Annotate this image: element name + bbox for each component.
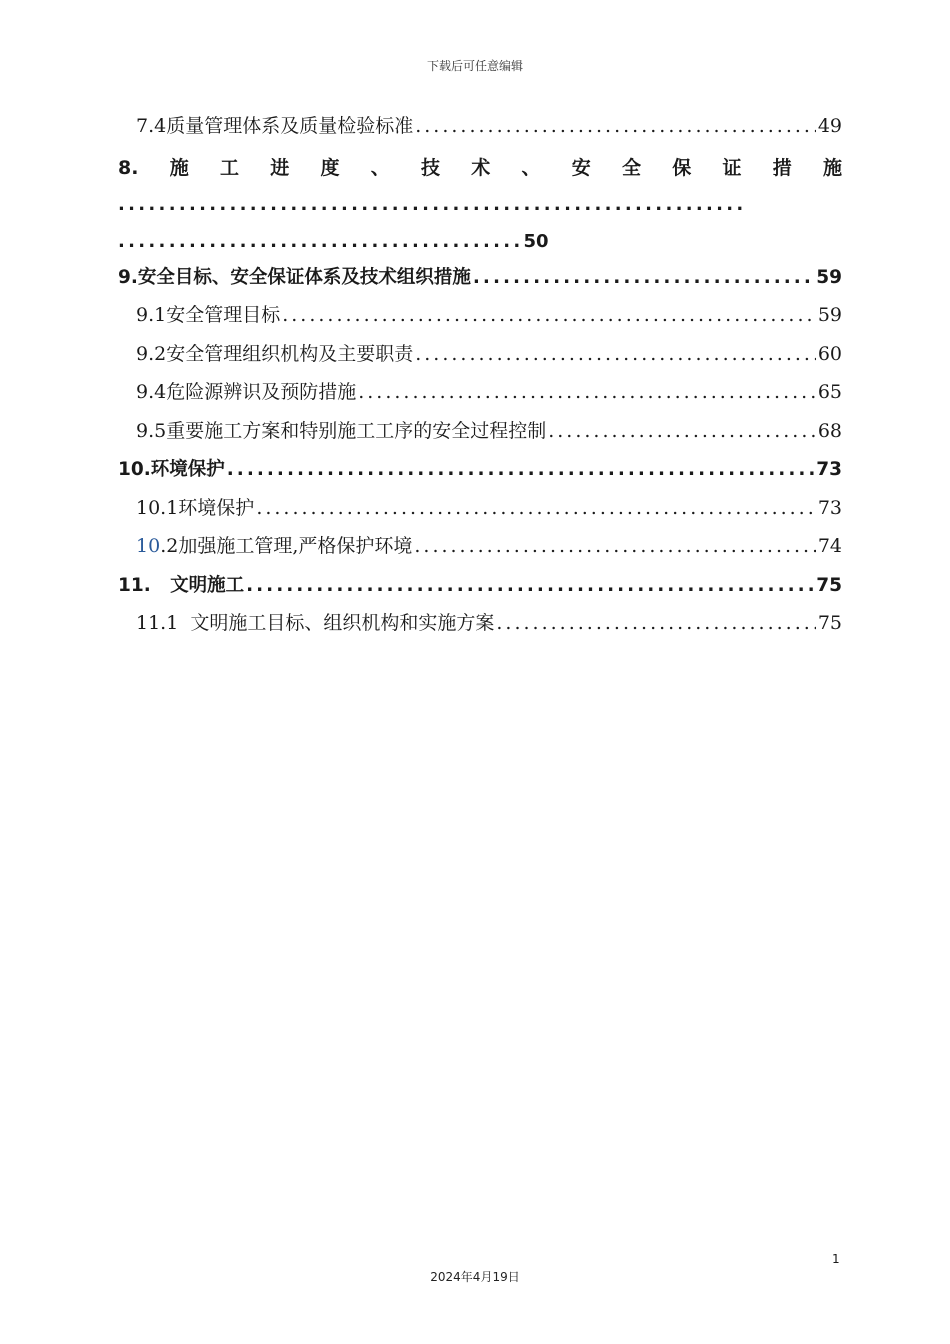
toc-char: 、: [370, 156, 390, 179]
toc-entry-10-1[interactable]: [118, 493, 842, 532]
toc-entry-label: 7.4质量管理体系及质量检验标准: [136, 115, 414, 137]
dot-leader: [227, 454, 814, 485]
page-footer-date: 2024年4月19日: [430, 1270, 520, 1284]
toc-entry-label: 10.1环境保护: [136, 496, 255, 519]
dot-leader: [414, 531, 815, 562]
dot-leader: [246, 570, 814, 601]
toc-entry-11[interactable]: [118, 570, 842, 609]
toc-char: 安: [571, 156, 591, 179]
toc-entry-label: 11. 文明施工: [118, 574, 245, 596]
toc-char: 措: [772, 156, 792, 179]
toc-entry-label: 9.1安全管理目标: [136, 304, 281, 326]
toc-entry-9[interactable]: [118, 262, 842, 301]
toc-entry-label: 9.2安全管理组织机构及主要职责: [136, 342, 414, 365]
toc-char: 全: [621, 156, 641, 179]
toc-entry-10-2[interactable]: [118, 531, 842, 570]
toc-entry-page: 59: [817, 304, 842, 326]
toc-entry-number: 10: [136, 535, 161, 557]
toc-entry-11-1[interactable]: [118, 608, 842, 647]
toc-char: 8.: [118, 156, 139, 179]
toc-entry-label: 9.4危险源辨识及预防措施: [136, 381, 357, 403]
toc-entry-page: 68: [817, 419, 842, 442]
toc-char: 术: [471, 156, 491, 179]
dot-leader: [473, 262, 814, 293]
toc-entry-page: 73: [817, 496, 842, 519]
toc-entry-page: 60: [817, 342, 842, 365]
toc-entry-8-page-line: ........................................50: [118, 230, 549, 252]
toc-entry-page: 75: [816, 574, 842, 596]
dot-leader: [282, 300, 816, 331]
dot-leader: [415, 111, 816, 142]
toc-entry-page: 75: [817, 612, 842, 634]
toc-entry-7-4[interactable]: [118, 111, 842, 150]
toc-entry-9-5[interactable]: [118, 416, 842, 455]
dot-leader: [496, 608, 815, 639]
toc-char: 施: [822, 156, 842, 179]
toc-entry-8-title[interactable]: [118, 150, 842, 186]
toc-char: 度: [320, 156, 340, 179]
dot-leader: [256, 493, 816, 524]
toc-char: 进: [270, 156, 290, 179]
toc-entry-page: 59: [816, 266, 842, 288]
toc-entry-label: [136, 531, 412, 562]
toc-entry-10[interactable]: [118, 454, 842, 493]
toc-entry-label: 9.安全目标、安全保证体系及技术组织措施: [118, 266, 471, 288]
table-of-contents: [118, 111, 842, 647]
toc-char: 技: [420, 156, 440, 179]
dot-leader: [548, 416, 816, 447]
toc-char: 保: [672, 156, 692, 179]
toc-entry-9-2[interactable]: [118, 339, 842, 378]
toc-char: 工: [219, 156, 239, 179]
toc-entry-text: .2加强施工管理,严格保护环境: [160, 535, 413, 557]
toc-char: 证: [722, 156, 742, 179]
toc-entry-page: 74: [817, 535, 842, 557]
dot-leader: ..............................................................: [118, 193, 747, 215]
page-number: 1: [832, 1252, 840, 1266]
page-header: 下载后可任意编辑: [426, 59, 523, 73]
toc-entry-page: 65: [817, 381, 842, 403]
toc-entry-9-1[interactable]: [118, 300, 842, 339]
toc-entry-label: 9.5重要施工方案和特别施工工序的安全过程控制: [136, 419, 547, 442]
dot-leader: [415, 339, 816, 370]
toc-entry-page: 50: [523, 230, 549, 252]
dot-leader: [358, 377, 816, 408]
toc-entry-9-4[interactable]: [118, 377, 842, 416]
toc-char: 、: [521, 156, 541, 179]
toc-entry-label: 11.1 文明施工目标、组织机构和实施方案: [136, 612, 495, 634]
toc-char: 施: [169, 156, 189, 179]
toc-entry-page: 73: [816, 459, 842, 480]
toc-entry-label: 10.环境保护: [118, 459, 225, 480]
toc-entry-page: 49: [817, 115, 842, 137]
